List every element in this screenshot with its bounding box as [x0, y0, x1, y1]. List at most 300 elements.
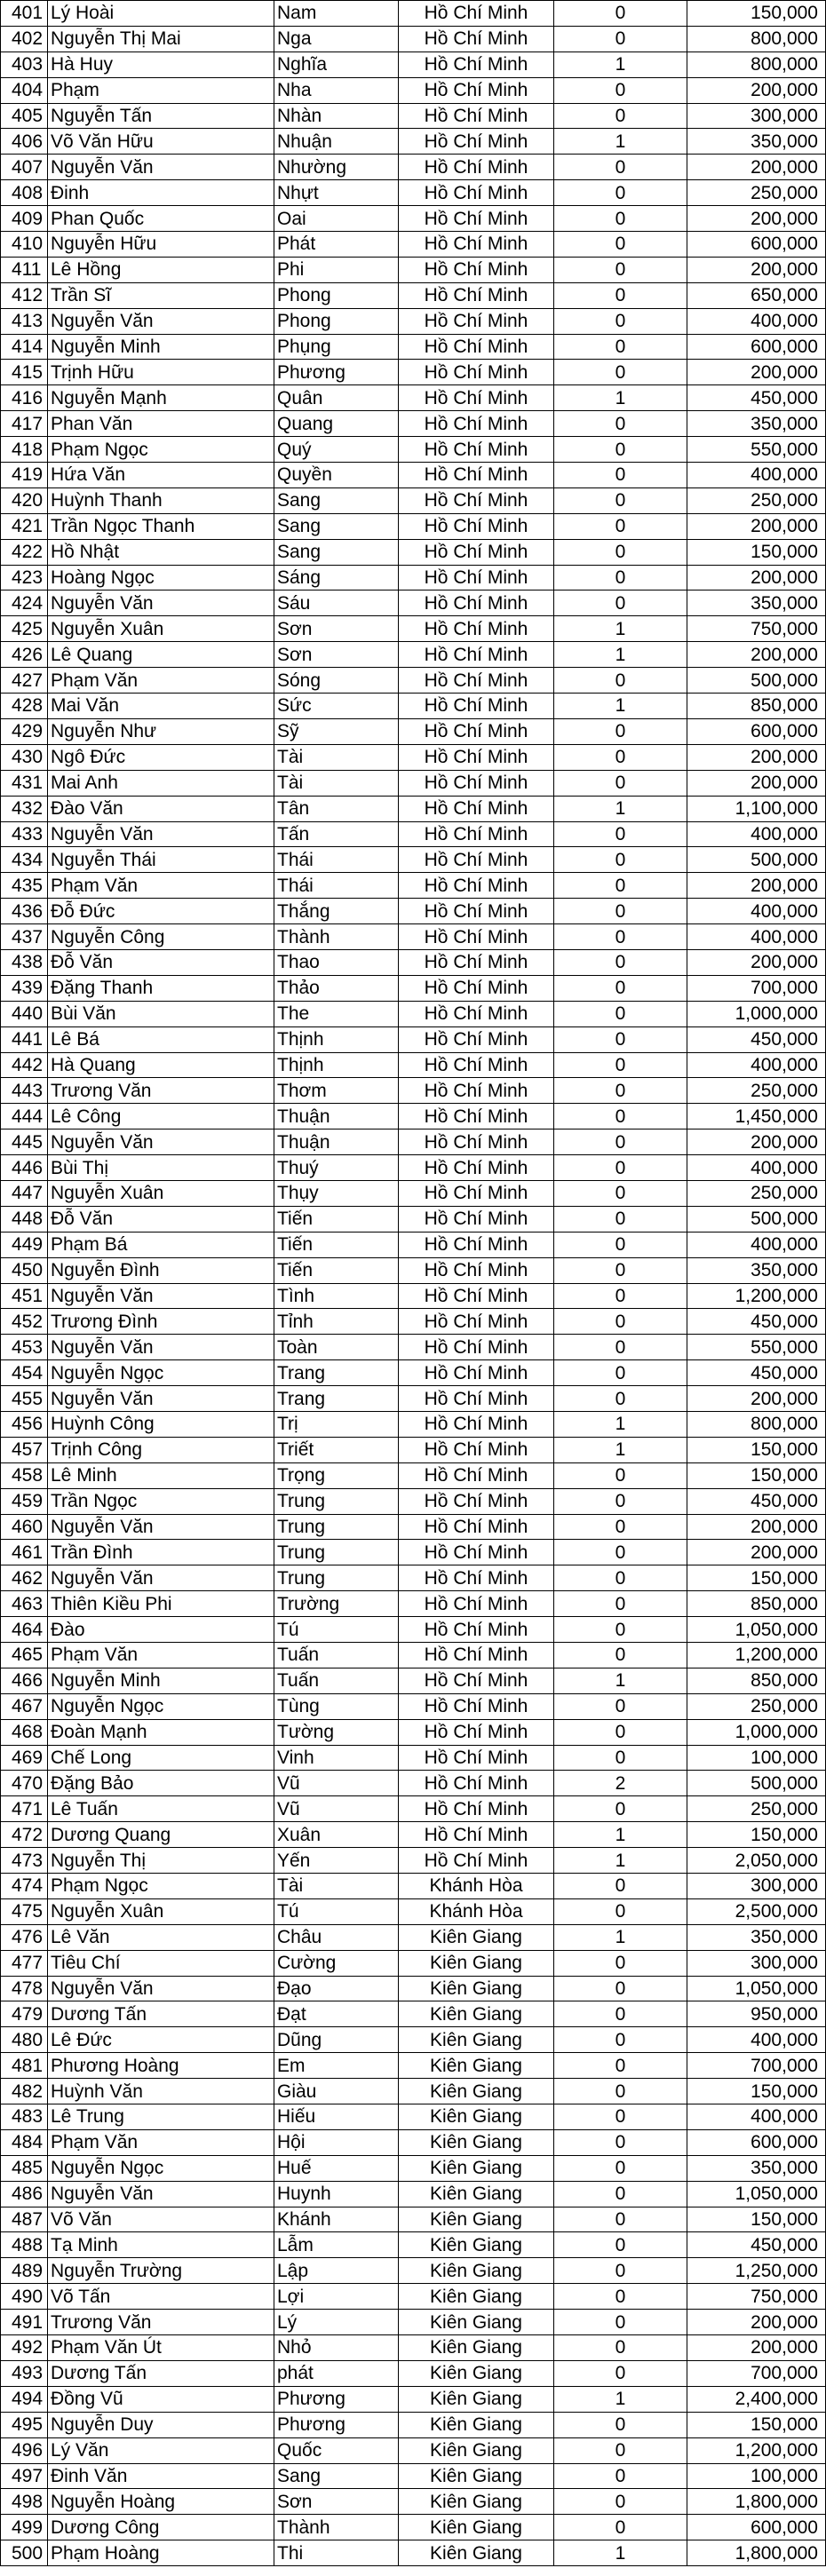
first-name-cell: Sáng: [274, 565, 399, 590]
first-name-cell: Triết: [274, 1437, 399, 1462]
children-count-cell: 0: [554, 257, 687, 282]
children-count-cell: 0: [554, 2155, 687, 2181]
amount-cell: 350,000: [687, 590, 826, 616]
row-number-cell: 491: [1, 2310, 48, 2335]
province-cell: Kiên Giang: [399, 2079, 554, 2104]
amount-cell: 400,000: [687, 821, 826, 847]
table-row: [1, 1924, 826, 1950]
children-count-cell: 0: [554, 282, 687, 308]
first-name-cell: Quân: [274, 385, 399, 411]
province-cell: Hồ Chí Minh: [399, 1, 554, 27]
amount-cell: 600,000: [687, 334, 826, 360]
province-cell: Hồ Chí Minh: [399, 1155, 554, 1181]
table-row: [1, 2232, 826, 2258]
table-row: [1, 180, 826, 206]
last-middle-name-cell: Phạm Văn: [48, 1643, 274, 1668]
amount-cell: 200,000: [687, 1386, 826, 1412]
table-row: [1, 2258, 826, 2284]
children-count-cell: 0: [554, 2335, 687, 2361]
last-middle-name-cell: Hồ Nhật: [48, 539, 274, 565]
amount-cell: 300,000: [687, 1874, 826, 1899]
children-count-cell: 0: [554, 1693, 687, 1719]
children-count-cell: 0: [554, 718, 687, 744]
province-cell: Hồ Chí Minh: [399, 1001, 554, 1026]
children-count-cell: 0: [554, 2232, 687, 2258]
row-number-cell: 402: [1, 26, 48, 52]
province-cell: Kiên Giang: [399, 2540, 554, 2566]
amount-cell: 800,000: [687, 1411, 826, 1437]
first-name-cell: Trang: [274, 1360, 399, 1386]
amount-cell: 450,000: [687, 1360, 826, 1386]
province-cell: Hồ Chí Minh: [399, 975, 554, 1001]
table-row: [1, 2079, 826, 2104]
table-row: [1, 1155, 826, 1181]
table-row: [1, 2181, 826, 2207]
table-row: [1, 1796, 826, 1822]
children-count-cell: 1: [554, 385, 687, 411]
last-middle-name-cell: Lê Tuấn: [48, 1796, 274, 1822]
first-name-cell: Trang: [274, 1386, 399, 1412]
amount-cell: 200,000: [687, 565, 826, 590]
province-cell: Hồ Chí Minh: [399, 437, 554, 463]
first-name-cell: Tình: [274, 1283, 399, 1309]
row-number-cell: 467: [1, 1693, 48, 1719]
row-number-cell: 484: [1, 2129, 48, 2155]
first-name-cell: Khánh: [274, 2207, 399, 2232]
first-name-cell: Thao: [274, 949, 399, 975]
children-count-cell: 0: [554, 1283, 687, 1309]
children-count-cell: 0: [554, 924, 687, 950]
province-cell: Kiên Giang: [399, 1950, 554, 1976]
last-middle-name-cell: Nguyễn Thái: [48, 847, 274, 873]
amount-cell: 600,000: [687, 2515, 826, 2540]
children-count-cell: 0: [554, 411, 687, 437]
amount-cell: 1,800,000: [687, 2489, 826, 2515]
province-cell: Hồ Chí Minh: [399, 1668, 554, 1693]
row-number-cell: 455: [1, 1386, 48, 1412]
first-name-cell: Trung: [274, 1514, 399, 1540]
last-middle-name-cell: Mai Văn: [48, 694, 274, 719]
children-count-cell: 0: [554, 539, 687, 565]
children-count-cell: 0: [554, 513, 687, 539]
row-number-cell: 485: [1, 2155, 48, 2181]
table-row: [1, 437, 826, 463]
table-row: [1, 2386, 826, 2412]
last-middle-name-cell: Thiên Kiều Phi: [48, 1591, 274, 1617]
table-row: [1, 1643, 826, 1668]
amount-cell: 550,000: [687, 1335, 826, 1360]
first-name-cell: Sáu: [274, 590, 399, 616]
first-name-cell: Dũng: [274, 2027, 399, 2053]
table-row: [1, 77, 826, 103]
first-name-cell: Tài: [274, 770, 399, 796]
province-cell: Kiên Giang: [399, 2360, 554, 2386]
province-cell: Hồ Chí Minh: [399, 1848, 554, 1874]
table-row: [1, 1976, 826, 2001]
row-number-cell: 409: [1, 206, 48, 232]
last-middle-name-cell: Lê Văn: [48, 1924, 274, 1950]
province-cell: Kiên Giang: [399, 2310, 554, 2335]
first-name-cell: Thuý: [274, 1155, 399, 1181]
province-cell: Hồ Chí Minh: [399, 616, 554, 642]
first-name-cell: Cường: [274, 1950, 399, 1976]
table-row: [1, 668, 826, 694]
province-cell: Hồ Chí Minh: [399, 642, 554, 668]
last-middle-name-cell: Nguyễn Minh: [48, 1668, 274, 1693]
amount-cell: 450,000: [687, 2232, 826, 2258]
row-number-cell: 440: [1, 1001, 48, 1026]
amount-cell: 950,000: [687, 2001, 826, 2027]
table-row: [1, 1822, 826, 1848]
children-count-cell: 0: [554, 1591, 687, 1617]
children-count-cell: 0: [554, 565, 687, 590]
children-count-cell: 0: [554, 668, 687, 694]
table-row: [1, 487, 826, 513]
table-row: [1, 1104, 826, 1129]
table-row: [1, 770, 826, 796]
table-row: [1, 463, 826, 488]
last-middle-name-cell: Đào Văn: [48, 796, 274, 821]
last-middle-name-cell: Phạm Ngọc: [48, 1874, 274, 1899]
table-row: [1, 2412, 826, 2437]
table-row: [1, 796, 826, 821]
row-number-cell: 494: [1, 2386, 48, 2412]
first-name-cell: Sỹ: [274, 718, 399, 744]
table-row: [1, 949, 826, 975]
children-count-cell: 0: [554, 2181, 687, 2207]
table-row: [1, 975, 826, 1001]
last-middle-name-cell: Đỗ Văn: [48, 949, 274, 975]
row-number-cell: 432: [1, 796, 48, 821]
row-number-cell: 433: [1, 821, 48, 847]
row-number-cell: 487: [1, 2207, 48, 2232]
province-cell: Hồ Chí Minh: [399, 385, 554, 411]
first-name-cell: Thành: [274, 2515, 399, 2540]
amount-cell: 350,000: [687, 129, 826, 155]
table-row: [1, 1411, 826, 1437]
children-count-cell: 0: [554, 1898, 687, 1924]
children-count-cell: 0: [554, 180, 687, 206]
amount-cell: 150,000: [687, 1437, 826, 1462]
province-cell: Hồ Chí Minh: [399, 52, 554, 77]
last-middle-name-cell: Lý Hoài: [48, 1, 274, 27]
province-cell: Kiên Giang: [399, 1924, 554, 1950]
first-name-cell: Thịnh: [274, 1052, 399, 1078]
last-middle-name-cell: Võ Văn: [48, 2207, 274, 2232]
last-middle-name-cell: Dương Quang: [48, 1822, 274, 1848]
province-cell: Kiên Giang: [399, 2104, 554, 2130]
province-cell: Hồ Chí Minh: [399, 1257, 554, 1283]
first-name-cell: Phong: [274, 308, 399, 334]
children-count-cell: 0: [554, 873, 687, 899]
row-number-cell: 456: [1, 1411, 48, 1437]
amount-cell: 600,000: [687, 718, 826, 744]
amount-cell: 400,000: [687, 308, 826, 334]
amount-cell: 1,250,000: [687, 2258, 826, 2284]
row-number-cell: 465: [1, 1643, 48, 1668]
table-row: [1, 1591, 826, 1617]
children-count-cell: 0: [554, 1360, 687, 1386]
first-name-cell: Nghĩa: [274, 52, 399, 77]
last-middle-name-cell: Nguyễn Xuân: [48, 1898, 274, 1924]
row-number-cell: 422: [1, 539, 48, 565]
table-row: [1, 1874, 826, 1899]
amount-cell: 250,000: [687, 1078, 826, 1104]
children-count-cell: 1: [554, 1822, 687, 1848]
table-row: [1, 1950, 826, 1976]
children-count-cell: 0: [554, 1206, 687, 1232]
last-middle-name-cell: Lê Hồng: [48, 257, 274, 282]
province-cell: Hồ Chí Minh: [399, 1771, 554, 1796]
amount-cell: 150,000: [687, 2079, 826, 2104]
first-name-cell: Thơm: [274, 1078, 399, 1104]
last-middle-name-cell: Lê Công: [48, 1104, 274, 1129]
first-name-cell: Phát: [274, 232, 399, 258]
amount-cell: 150,000: [687, 539, 826, 565]
amount-cell: 400,000: [687, 1232, 826, 1257]
last-middle-name-cell: Nguyễn Thị Mai: [48, 26, 274, 52]
amount-cell: 200,000: [687, 360, 826, 385]
amount-cell: 250,000: [687, 180, 826, 206]
amount-cell: 150,000: [687, 1, 826, 27]
province-cell: Kiên Giang: [399, 2053, 554, 2079]
row-number-cell: 460: [1, 1514, 48, 1540]
province-cell: Hồ Chí Minh: [399, 1437, 554, 1462]
children-count-cell: 1: [554, 694, 687, 719]
children-count-cell: 0: [554, 1719, 687, 1745]
amount-cell: 450,000: [687, 1309, 826, 1335]
children-count-cell: 0: [554, 2079, 687, 2104]
table-row: [1, 2129, 826, 2155]
province-cell: Hồ Chí Minh: [399, 694, 554, 719]
row-number-cell: 477: [1, 1950, 48, 1976]
province-cell: Kiên Giang: [399, 2258, 554, 2284]
amount-cell: 700,000: [687, 2360, 826, 2386]
last-middle-name-cell: Trần Sĩ: [48, 282, 274, 308]
row-number-cell: 430: [1, 744, 48, 770]
row-number-cell: 469: [1, 1745, 48, 1771]
table-row: [1, 1129, 826, 1155]
last-middle-name-cell: Trịnh Công: [48, 1437, 274, 1462]
children-count-cell: 0: [554, 2027, 687, 2053]
amount-cell: 700,000: [687, 2053, 826, 2079]
children-count-cell: 0: [554, 1565, 687, 1591]
first-name-cell: Tài: [274, 744, 399, 770]
first-name-cell: Nhựt: [274, 180, 399, 206]
row-number-cell: 473: [1, 1848, 48, 1874]
last-middle-name-cell: Ngô Đức: [48, 744, 274, 770]
amount-cell: 400,000: [687, 899, 826, 924]
children-count-cell: 0: [554, 2053, 687, 2079]
children-count-cell: 0: [554, 770, 687, 796]
province-cell: Hồ Chí Minh: [399, 1745, 554, 1771]
first-name-cell: Nhuận: [274, 129, 399, 155]
province-cell: Hồ Chí Minh: [399, 103, 554, 129]
amount-cell: 400,000: [687, 924, 826, 950]
row-number-cell: 412: [1, 282, 48, 308]
table-row: [1, 1078, 826, 1104]
table-row: [1, 334, 826, 360]
table-row: [1, 1668, 826, 1693]
province-cell: Hồ Chí Minh: [399, 1411, 554, 1437]
last-middle-name-cell: Trương Văn: [48, 1078, 274, 1104]
children-count-cell: 0: [554, 2001, 687, 2027]
table-row: [1, 1514, 826, 1540]
table-row: [1, 2515, 826, 2540]
children-count-cell: 0: [554, 2129, 687, 2155]
amount-cell: 1,200,000: [687, 1643, 826, 1668]
amount-cell: 500,000: [687, 847, 826, 873]
last-middle-name-cell: Nguyễn Văn: [48, 155, 274, 180]
first-name-cell: Sang: [274, 487, 399, 513]
province-cell: Hồ Chí Minh: [399, 899, 554, 924]
last-middle-name-cell: Nguyễn Văn: [48, 1565, 274, 1591]
children-count-cell: 0: [554, 1129, 687, 1155]
amount-cell: 2,400,000: [687, 2386, 826, 2412]
last-middle-name-cell: Nguyễn Văn: [48, 1514, 274, 1540]
last-middle-name-cell: Trương Đình: [48, 1309, 274, 1335]
table-row: [1, 360, 826, 385]
first-name-cell: Tuấn: [274, 1643, 399, 1668]
first-name-cell: Thuận: [274, 1104, 399, 1129]
table-row: [1, 155, 826, 180]
table-row: [1, 1848, 826, 1874]
children-count-cell: 1: [554, 2386, 687, 2412]
last-middle-name-cell: Nguyễn Mạnh: [48, 385, 274, 411]
children-count-cell: 1: [554, 1924, 687, 1950]
province-cell: Hồ Chí Minh: [399, 206, 554, 232]
last-middle-name-cell: Nguyễn Văn: [48, 1386, 274, 1412]
province-cell: Khánh Hòa: [399, 1874, 554, 1899]
row-number-cell: 408: [1, 180, 48, 206]
children-count-cell: 0: [554, 1, 687, 27]
province-cell: Hồ Chí Minh: [399, 1643, 554, 1668]
amount-cell: 1,050,000: [687, 1617, 826, 1643]
amount-cell: 200,000: [687, 206, 826, 232]
last-middle-name-cell: Nguyễn Tấn: [48, 103, 274, 129]
first-name-cell: The: [274, 1001, 399, 1026]
table-row: [1, 1719, 826, 1745]
row-number-cell: 428: [1, 694, 48, 719]
last-middle-name-cell: Tiêu Chí: [48, 1950, 274, 1976]
row-number-cell: 435: [1, 873, 48, 899]
last-middle-name-cell: Đinh Văn: [48, 2463, 274, 2489]
children-count-cell: 0: [554, 1104, 687, 1129]
children-count-cell: 0: [554, 2515, 687, 2540]
row-number-cell: 429: [1, 718, 48, 744]
table-row: [1, 744, 826, 770]
amount-cell: 2,050,000: [687, 1848, 826, 1874]
province-cell: Hồ Chí Minh: [399, 487, 554, 513]
row-number-cell: 450: [1, 1257, 48, 1283]
first-name-cell: Yến: [274, 1848, 399, 1874]
amount-cell: 400,000: [687, 463, 826, 488]
first-name-cell: Quý: [274, 437, 399, 463]
table-row: [1, 129, 826, 155]
row-number-cell: 406: [1, 129, 48, 155]
first-name-cell: Thái: [274, 873, 399, 899]
children-count-cell: 0: [554, 26, 687, 52]
row-number-cell: 423: [1, 565, 48, 590]
table-row: [1, 411, 826, 437]
children-count-cell: 0: [554, 2284, 687, 2310]
first-name-cell: Đạo: [274, 1976, 399, 2001]
children-count-cell: 0: [554, 1335, 687, 1360]
children-count-cell: 0: [554, 2104, 687, 2130]
province-cell: Kiên Giang: [399, 2129, 554, 2155]
amount-cell: 350,000: [687, 1257, 826, 1283]
first-name-cell: Phương: [274, 2412, 399, 2437]
row-number-cell: 416: [1, 385, 48, 411]
row-number-cell: 436: [1, 899, 48, 924]
province-cell: Hồ Chí Minh: [399, 308, 554, 334]
row-number-cell: 457: [1, 1437, 48, 1462]
province-cell: Hồ Chí Minh: [399, 1514, 554, 1540]
province-cell: Hồ Chí Minh: [399, 1078, 554, 1104]
last-middle-name-cell: Lê Minh: [48, 1462, 274, 1488]
children-count-cell: 0: [554, 1309, 687, 1335]
amount-cell: 600,000: [687, 2129, 826, 2155]
row-number-cell: 482: [1, 2079, 48, 2104]
first-name-cell: Lập: [274, 2258, 399, 2284]
row-number-cell: 431: [1, 770, 48, 796]
row-number-cell: 426: [1, 642, 48, 668]
last-middle-name-cell: Lê Đức: [48, 2027, 274, 2053]
table-row: [1, 257, 826, 282]
amount-cell: 200,000: [687, 770, 826, 796]
amount-cell: 250,000: [687, 1693, 826, 1719]
province-cell: Hồ Chí Minh: [399, 565, 554, 590]
children-count-cell: 0: [554, 2207, 687, 2232]
amount-cell: 150,000: [687, 1462, 826, 1488]
row-number-cell: 444: [1, 1104, 48, 1129]
children-count-cell: 1: [554, 642, 687, 668]
last-middle-name-cell: Hà Quang: [48, 1052, 274, 1078]
last-middle-name-cell: Phạm: [48, 77, 274, 103]
last-middle-name-cell: Nguyễn Trường: [48, 2258, 274, 2284]
last-middle-name-cell: Nguyễn Xuân: [48, 616, 274, 642]
amount-cell: 1,050,000: [687, 1976, 826, 2001]
amount-cell: 150,000: [687, 2412, 826, 2437]
table-row: [1, 282, 826, 308]
row-number-cell: 449: [1, 1232, 48, 1257]
table-row: [1, 694, 826, 719]
first-name-cell: Sơn: [274, 2489, 399, 2515]
row-number-cell: 478: [1, 1976, 48, 2001]
first-name-cell: Tường: [274, 1719, 399, 1745]
first-name-cell: Sang: [274, 2463, 399, 2489]
province-cell: Kiên Giang: [399, 2001, 554, 2027]
row-number-cell: 462: [1, 1565, 48, 1591]
province-cell: Kiên Giang: [399, 2463, 554, 2489]
amount-cell: 400,000: [687, 1155, 826, 1181]
table-row: [1, 1386, 826, 1412]
children-count-cell: 0: [554, 487, 687, 513]
province-cell: Kiên Giang: [399, 2155, 554, 2181]
table-row: [1, 1771, 826, 1796]
last-middle-name-cell: Đỗ Đức: [48, 899, 274, 924]
province-cell: Kiên Giang: [399, 2207, 554, 2232]
row-number-cell: 489: [1, 2258, 48, 2284]
amount-cell: 300,000: [687, 103, 826, 129]
row-number-cell: 439: [1, 975, 48, 1001]
province-cell: Hồ Chí Minh: [399, 796, 554, 821]
row-number-cell: 446: [1, 1155, 48, 1181]
last-middle-name-cell: Nguyễn Văn: [48, 1129, 274, 1155]
amount-cell: 250,000: [687, 1796, 826, 1822]
children-count-cell: 0: [554, 899, 687, 924]
last-middle-name-cell: Nguyễn Văn: [48, 821, 274, 847]
